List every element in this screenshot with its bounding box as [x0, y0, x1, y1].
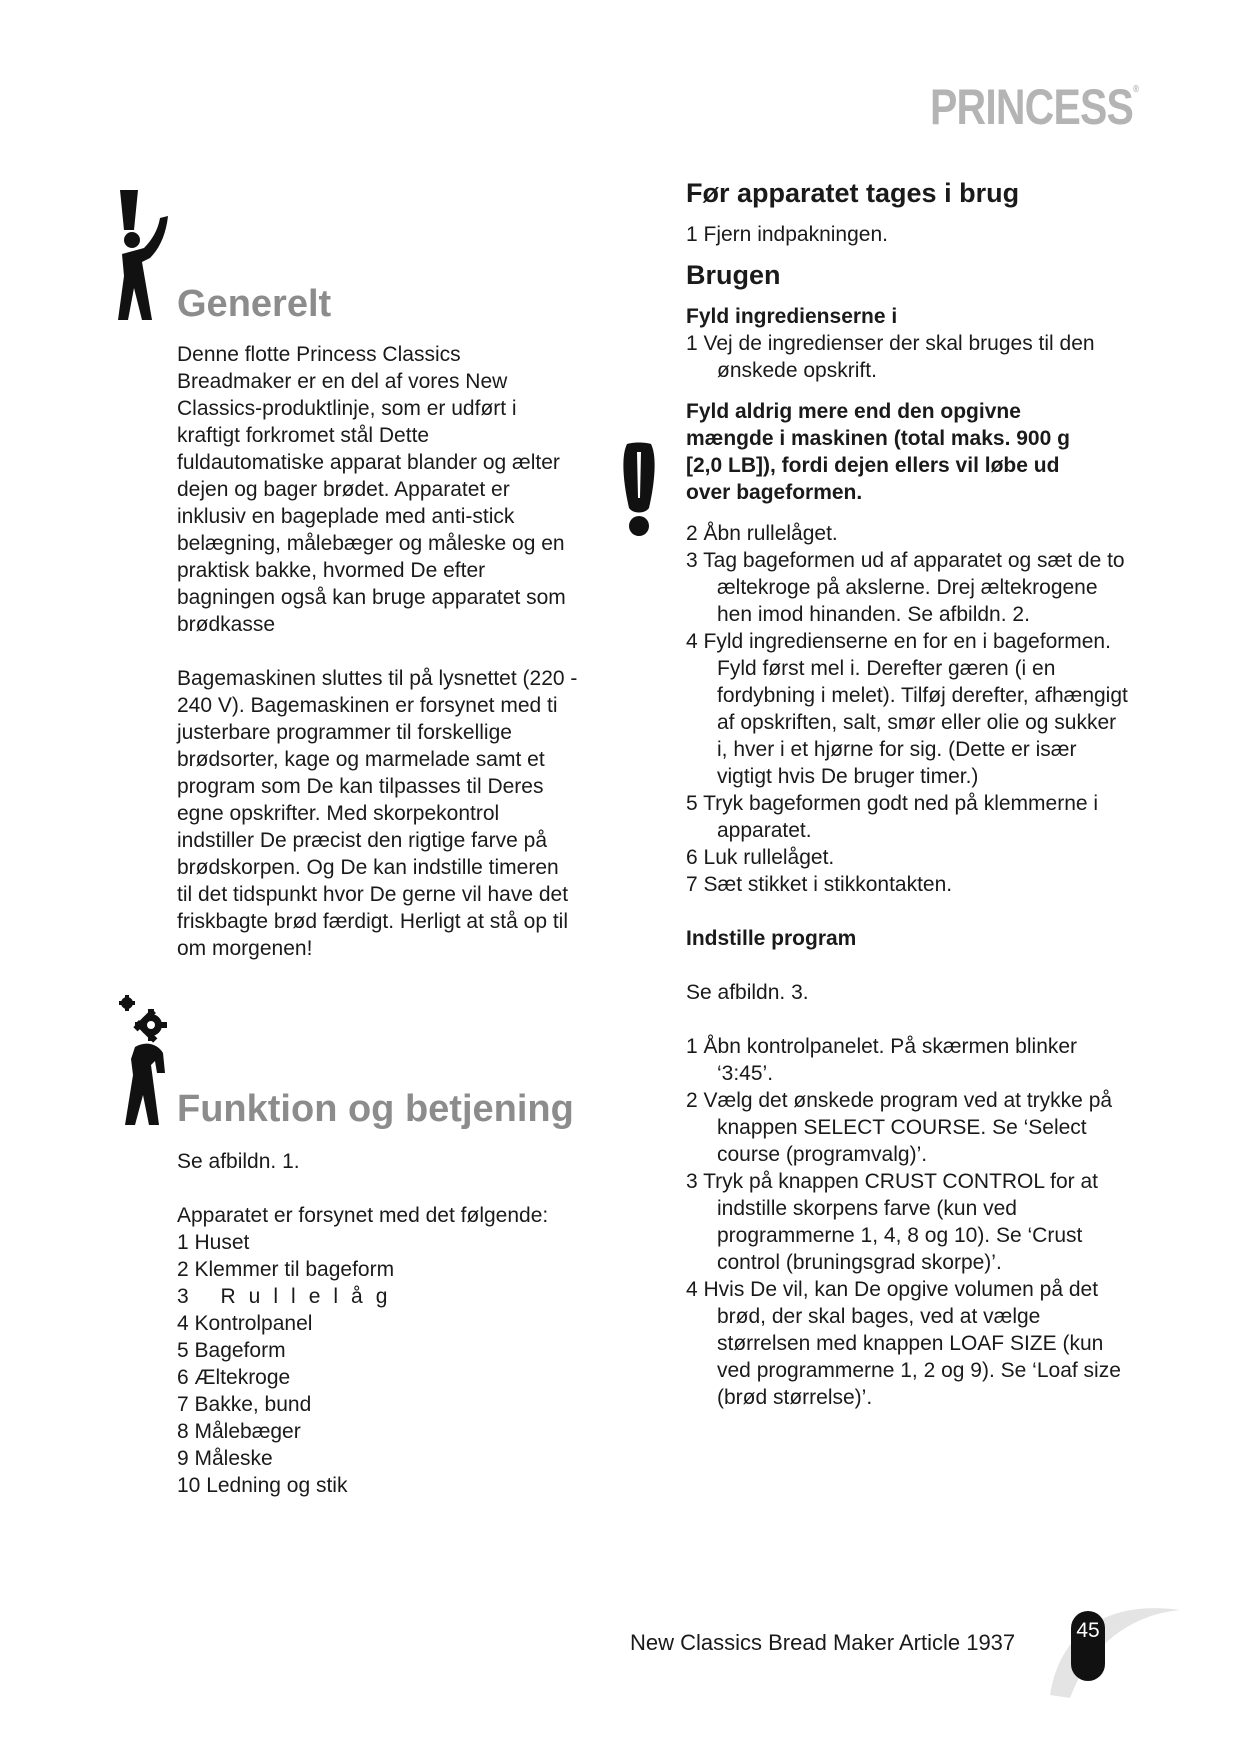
text-line: friskbagte brød færdigt. Herligt at stå op til [177, 910, 568, 933]
attention-person-icon [112, 188, 174, 320]
parts-list-item: 7 Bakke, bund [177, 1393, 312, 1416]
warning-line: over bageformen. [686, 481, 863, 504]
text-line: inklusiv en bageplade med anti-stick [177, 505, 515, 528]
parts-list-item: 2 Klemmer til bageform [177, 1258, 395, 1281]
subheading-fyld: Fyld ingredienserne i [686, 305, 898, 328]
text-line: dejen og bager brødet. Apparatet er [177, 478, 510, 501]
text-line: bagningen også kan bruge apparatet som [177, 586, 566, 609]
step-item: 6 Luk rullelåget. [686, 846, 835, 869]
parts-list-item: 1 Huset [177, 1231, 250, 1254]
warning-line: mængde i maskinen (total maks. 900 g [686, 427, 1070, 450]
step-item: 5 Tryk bageformen godt ned på klemmerne i apparatet. [686, 792, 1099, 842]
figure-reference: Se afbildn. 3. [686, 981, 809, 1004]
text-line: brødsorter, kage og marmelade samt et [177, 748, 545, 771]
step-item: 1 Åbn kontrolpanelet. På skærmen blinker ‘3:45’. [686, 1035, 1078, 1085]
section-title-brugen: Brugen [686, 260, 781, 290]
step-item: 4 Fyld ingredienserne en for en i bageformen. Fyld først mel i. Derefter gæren (i en fordybning i melet). Tilføj derefter, afhængigt af opskriften, salt, smør eller olie og sukker i, hver i et hjørne for sig. (Dette er især vigtigt hvis De bruger timer.) [686, 630, 1128, 788]
text-line: justerbare programmer til forskellige [177, 721, 512, 744]
parts-list-item: 9 Måleske [177, 1447, 273, 1470]
text-line: Bagemaskinen sluttes til på lysnettet (220 - [177, 667, 578, 690]
footer-article: New Classics Bread Maker Article 1937 [630, 1630, 1016, 1655]
warning-exclamation-icon [619, 442, 659, 540]
section-title-funktion: Funktion og betjening [177, 1088, 574, 1130]
parts-list-item: 10 Ledning og stik [177, 1474, 348, 1497]
step-item: 2 Åbn rullelåget. [686, 522, 838, 545]
parts-list-item: 8 Målebæger [177, 1420, 301, 1443]
text-line: egne opskrifter. Med skorpekontrol [177, 802, 500, 825]
warning-text [686, 398, 1131, 506]
step-item: 1 Fjern indpakningen. [686, 223, 888, 246]
figure-reference: Se afbildn. 1. [177, 1150, 300, 1173]
text-line: indstiller De præcist den rigtige farve på [177, 829, 548, 852]
text-line: om morgenen! [177, 937, 313, 960]
funktion-body [177, 1148, 607, 1499]
section-title-foer: Før apparatet tages i brug [686, 178, 1020, 208]
step-item: 3 Tryk på knappen CRUST CONTROL for at indstille skorpens farve (kun ved programmerne 1, 4, 8 og 10). Se ‘Crust control (bruningsgrad skorpe)’. [686, 1170, 1098, 1274]
logo-text: PRINCESS [930, 79, 1134, 135]
parts-intro: Apparatet er forsynet med det følgende: [177, 1204, 549, 1227]
text-line: belægning, målebæger og måleske og en [177, 532, 565, 555]
parts-list-item: 3 Rullelåg [177, 1285, 401, 1308]
text-line: brødskorpen. Og De kan indstille timeren [177, 856, 559, 879]
step-item: 7 Sæt stikket i stikkontakten. [686, 873, 953, 896]
parts-list-item: 4 Kontrolpanel [177, 1312, 313, 1335]
generelt-body [177, 341, 607, 962]
step-item: 3 Tag bageformen ud af apparatet og sæt de to æltekroge på akslerne. Drej æltekrogene hen imod hinanden. Se afbildn. 2. [686, 549, 1125, 626]
text-line: Breadmaker er en del af vores New [177, 370, 508, 393]
right-column [686, 180, 1131, 1411]
text-line: til det tidspunkt hvor De gerne vil have det [177, 883, 569, 906]
warning-line: [2,0 LB]), fordi dejen ellers vil løbe ud [686, 454, 1060, 477]
warning-line: Fyld aldrig mere end den opgivne [686, 400, 1021, 423]
text-line: brødkasse [177, 613, 276, 636]
page-number: 45 [1071, 1611, 1105, 1681]
text-line: kraftigt forkromet stål Dette [177, 424, 430, 447]
step-item: 1 Vej de ingredienser der skal bruges til den ønskede opskrift. [686, 332, 1095, 382]
text-line: program som De kan tilpasses til Deres [177, 775, 544, 798]
parts-list-item: 5 Bageform [177, 1339, 286, 1362]
text-line: 240 V). Bagemaskinen er forsynet med ti [177, 694, 558, 717]
text-line: Denne flotte Princess Classics [177, 343, 461, 366]
text-line: Classics-produktlinje, som er udført i [177, 397, 517, 420]
text-line: praktisk bakke, hvormed De efter [177, 559, 486, 582]
text-line: fuldautomatiske apparat blander og ælter [177, 451, 560, 474]
step-item: 4 Hvis De vil, kan De opgive volumen på det brød, der skal bages, ved at vælge størrelsen med knappen LOAF SIZE (kun ved programmerne 1, 2 og 9). Se ‘Loaf size (brød størrelse)’. [686, 1278, 1121, 1409]
step-item: 2 Vælg det ønskede program ved at trykke på knappen SELECT COURSE. Se ‘Select course (programvalg)’. [686, 1089, 1113, 1166]
gear-person-icon [115, 995, 175, 1125]
section-title-generelt: Generelt [177, 283, 332, 325]
subheading-program: Indstille program [686, 927, 857, 950]
swoosh-decoration [1040, 1590, 1200, 1700]
princess-logo [930, 78, 1138, 136]
registered-mark: ® [1133, 84, 1139, 95]
parts-list-item: 6 Æltekroge [177, 1366, 291, 1389]
